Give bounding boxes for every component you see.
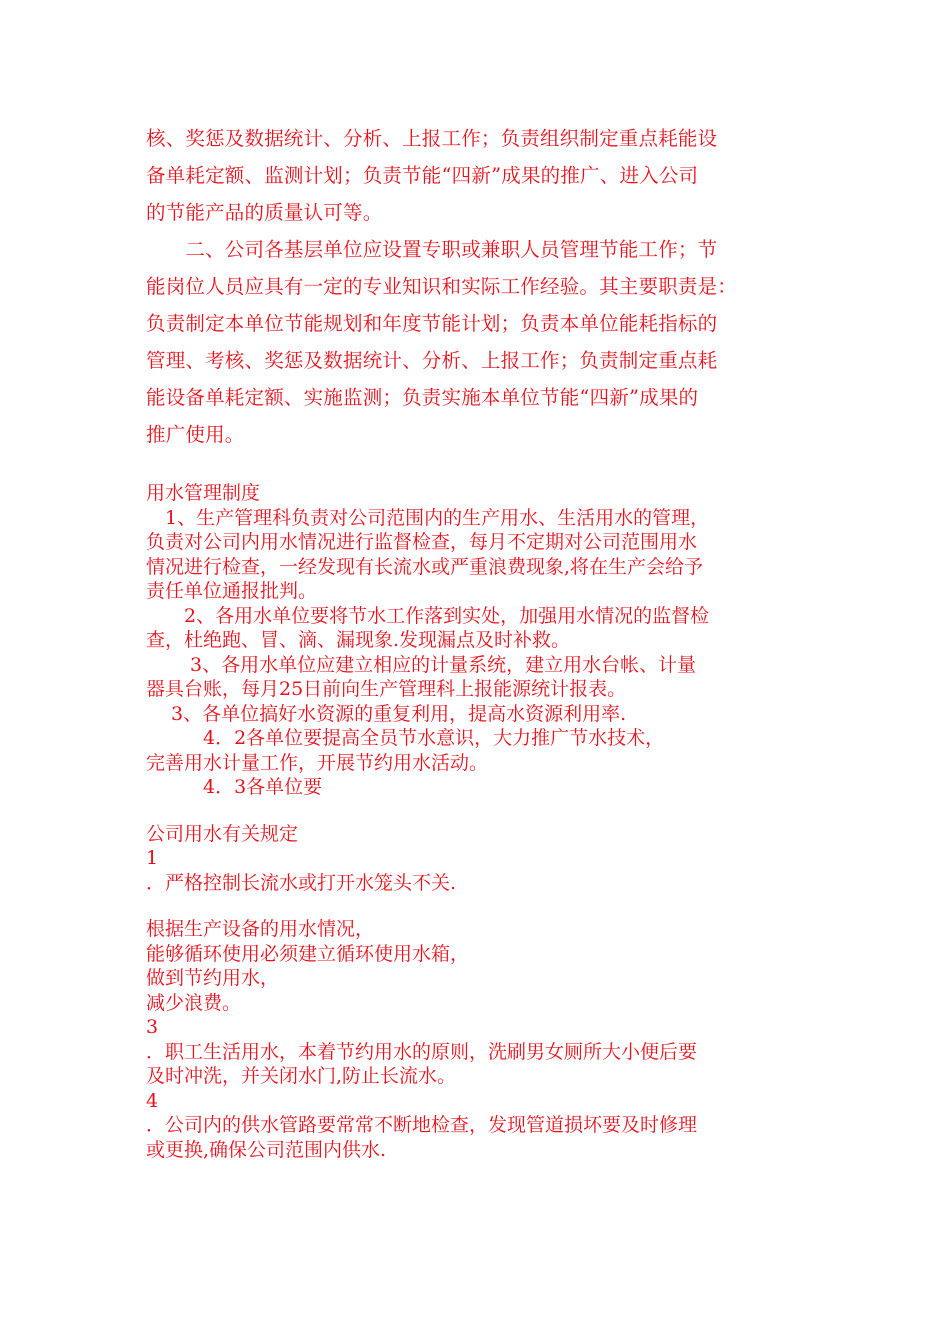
- paragraph-line: 根据生产设备的用水情况，: [146, 918, 375, 940]
- paragraph-line: 二、公司各基层单位应设置专职或兼职人员管理节能工作；节: [146, 238, 718, 261]
- paragraph-line: 及时冲洗，并关闭水门,防止长流水。: [146, 1065, 457, 1087]
- item-number: 3: [146, 1016, 159, 1038]
- paragraph-line: 4．3各单位要: [146, 776, 323, 798]
- section-heading: 公司用水有关规定: [146, 822, 299, 845]
- paragraph-line: 的节能产品的质量认可等。: [146, 201, 383, 224]
- paragraph-line: 负责对公司内用水情况进行监督检查，每月不定期对公司范围用水: [146, 531, 698, 553]
- water-management-section: [146, 481, 816, 1162]
- paragraph-line: 责任单位通报批判。: [146, 580, 318, 602]
- paragraph-line: ．严格控制长流水或打开水笼头不关.: [146, 871, 457, 894]
- paragraph-line: 做到节约用水，: [146, 967, 280, 989]
- paragraph-line: 或更换,确保公司范围内供水.: [146, 1138, 387, 1161]
- paragraph-line: 负责制定本单位节能规划和年度节能计划；负责本单位能耗指标的: [146, 312, 718, 335]
- paragraph-line: 完善用水计量工作，开展节约用水活动。: [146, 751, 489, 774]
- spacer: [146, 800, 816, 822]
- paragraph-line: 减少浪费。: [146, 991, 242, 1014]
- section-heading: 用水管理制度: [146, 482, 261, 504]
- paragraph-line: 器具台账，每月25日前向生产管理科上报能源统计报表。: [146, 678, 627, 700]
- paragraph-line: ．公司内的供水管路要常常不断地检查，发现管道损坏要及时修理: [146, 1114, 698, 1136]
- paragraph-line: 3、各单位搞好水资源的重复利用，提高水资源利用率.: [146, 702, 627, 725]
- paragraph-line: 能岗位人员应具有一定的专业知识和实际工作经验。其主要职责是：: [146, 275, 738, 298]
- paragraph-line: 查，杜绝跑、冒、滴、漏现象.发现漏点及时补救。: [146, 629, 571, 651]
- energy-duties-section: [146, 120, 816, 453]
- paragraph-line: ．职工生活用水，本着节约用水的原则，洗刷男女厕所大小便后要: [146, 1040, 698, 1063]
- item-number: 1: [146, 847, 159, 869]
- paragraph-line: 能设备单耗定额、实施监测；负责实施本单位节能“四新”成果的: [146, 386, 699, 409]
- paragraph-line: 管理、考核、奖惩及数据统计、分析、上报工作；负责制定重点耗: [146, 349, 718, 372]
- paragraph-line: 推广使用。: [146, 423, 245, 446]
- paragraph-line: 1、生产管理科负责对公司范围内的生产用水、生活用水的管理，: [146, 506, 710, 529]
- paragraph-line: 备单耗定额、监测计划；负责节能“四新”成果的推广、进入公司: [146, 164, 699, 187]
- item-number: 4: [146, 1089, 159, 1112]
- spacer: [146, 895, 816, 917]
- paragraph-line: 2、各用水单位要将节水工作落到实处，加强用水情况的监督检: [146, 604, 710, 627]
- paragraph-line: 能够循环使用必须建立循环使用水箱，: [146, 942, 470, 965]
- paragraph-line: 4．2各单位要提高全员节水意识，大力推广节水技术，: [146, 727, 665, 749]
- paragraph-line: 3、各用水单位应建立相应的计量系统，建立用水台帐、计量: [146, 653, 697, 676]
- paragraph-line: 核、奖惩及数据统计、分析、上报工作；负责组织制定重点耗能设: [146, 127, 718, 150]
- paragraph-line: 情况进行检查，一经发现有长流水或严重浪费现象,将在生产会给予: [146, 555, 704, 578]
